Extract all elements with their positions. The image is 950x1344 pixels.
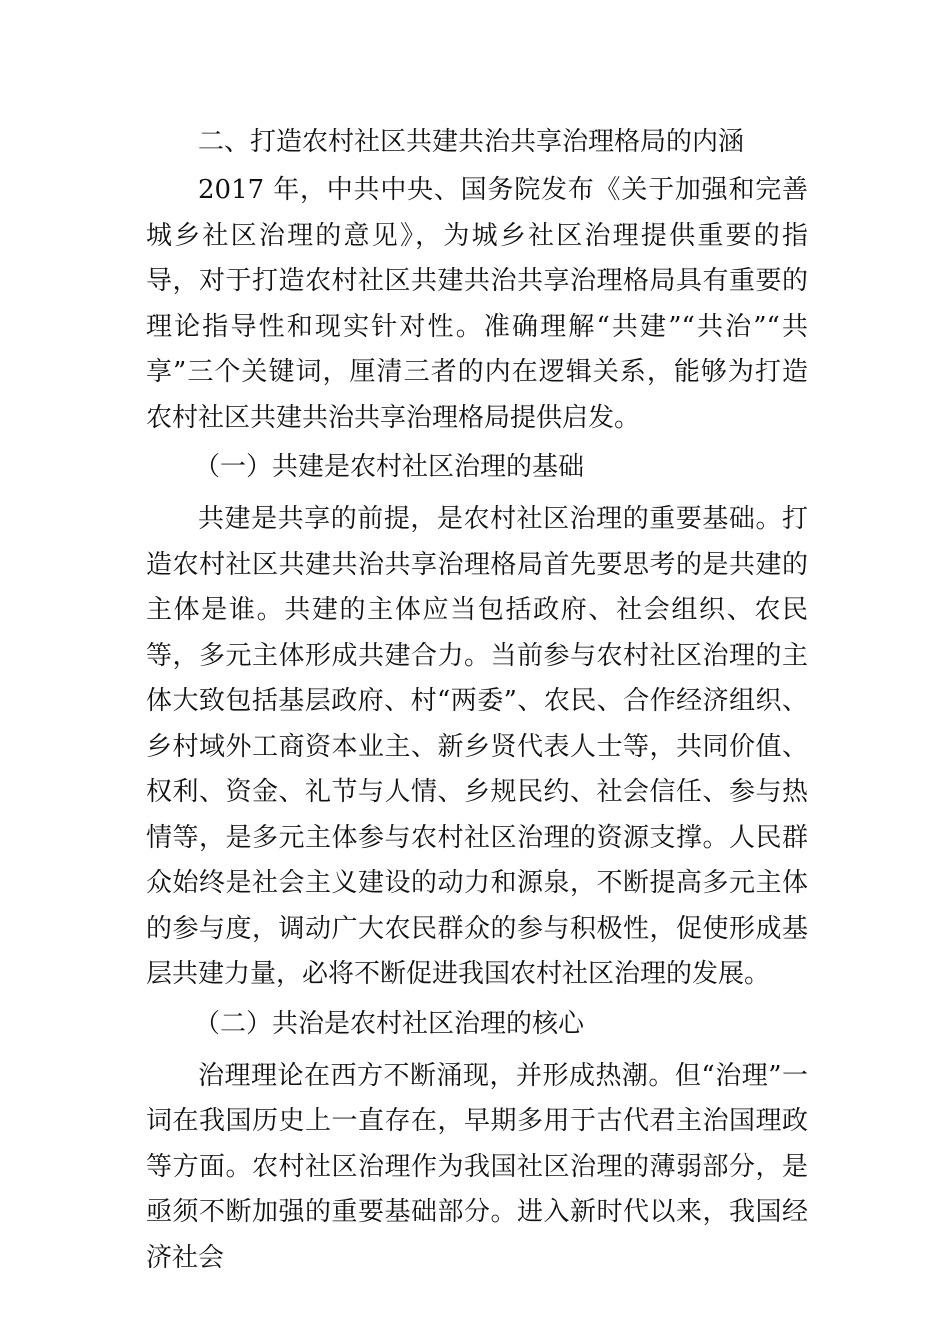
subsection-1-heading: （一）共建是农村社区治理的基础 <box>194 452 585 482</box>
subsection-2-heading: （二）共治是农村社区治理的核心 <box>194 1008 585 1039</box>
subsection-2-paragraph: 治理理论在西方不断涌现，并形成热潮。但“治理”一词在我国历史上一直存在，早期多用于古代君主治国理政等方面。农村社区治理作为我国社区治理的薄弱部分，是亟须不断加强的重要基础部分。进入新时代以来，我国经济社会 <box>146 1060 808 1273</box>
subsection-1-paragraph: 共建是共享的前提，是农村社区治理的重要基础。打造农村社区共建共治共享治理格局首先要思考的是共建的主体是谁。共建的主体应当包括政府、社会组织、农民等，多元主体形成共建合力。当前参与农村社区治理的主体大致包括基层政府、村“两委”、农民、合作经济组织、乡村域外工商资本业主、新乡贤代表人士等，共同价值、权利、资金、礼节与人情、乡规民约、社会信任、参与热情等，是多元主体参与农村社区治理的资源支撑。人民群众始终是社会主义建设的动力和源泉，不断提高多元主体的参与度，调动广大农民群众的参与积极性，促使形成基层共建力量，必将不断促进我国农村社区治理的发展。 <box>146 504 808 989</box>
document-page <box>146 120 808 1281</box>
intro-paragraph: 2017 年，中共中央、国务院发布《关于加强和完善城乡社区治理的意见》，为城乡社区治理提供重要的指导，对于打造农村社区共建共治共享治理格局具有重要的理论指导性和现实针对性。准确理解“共建”“共治”“共享”三个关键词，厘清三者的内在逻辑关系，能够为打造农村社区共建共治共享治理格局提供启发。 <box>146 175 808 433</box>
section-heading: 二、打造农村社区共建共治共享治理格局的内涵 <box>198 127 745 157</box>
